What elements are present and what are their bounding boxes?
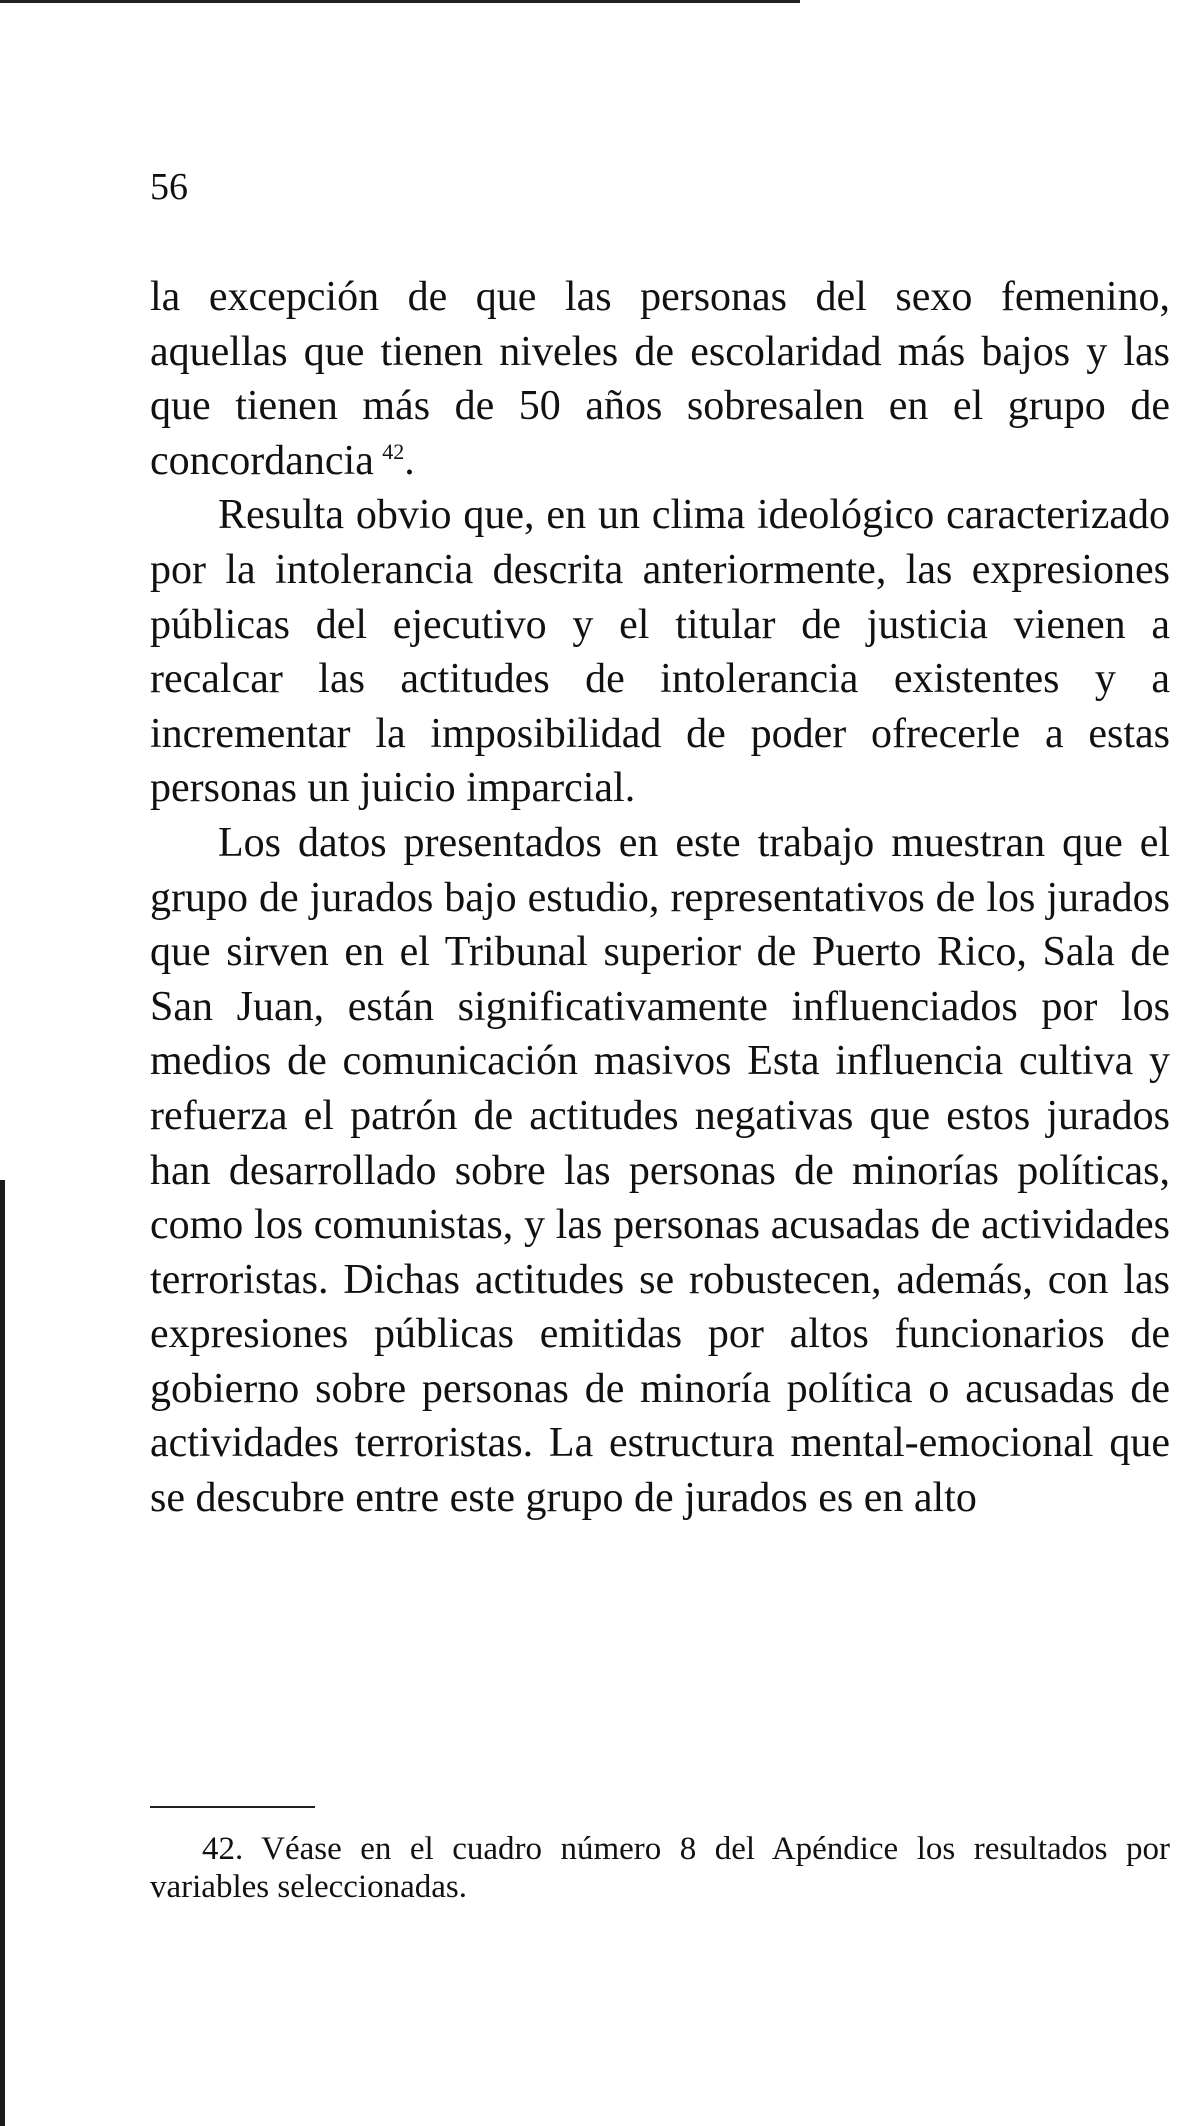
paragraph-1-text: la excepción de que las personas del sexo femenino, aquellas que tienen niveles de escolaridad más bajos y las que tienen más de 50 años sobresalen en el grupo de concordancia bbox=[150, 274, 1170, 484]
body-text bbox=[150, 270, 1170, 1526]
paragraph-2: Resulta obvio que, en un clima ideológico caracterizado por la intolerancia descrita anteriormente, las expresiones públicas del ejecutivo y el titular de justicia vienen a recalcar las actitudes de intolerancia existentes y a incrementar la imposibilidad de poder ofrecerle a estas personas un juicio imparcial. bbox=[150, 492, 1170, 812]
footnote-text: 42. Véase en el cuadro número 8 del Apéndice los resultados por variables seleccionadas. bbox=[150, 1831, 1170, 1905]
footnote bbox=[150, 1830, 1170, 1906]
footnote-reference: 42 bbox=[382, 438, 405, 464]
top-edge-rule bbox=[0, 0, 800, 3]
page-number: 56 bbox=[150, 166, 188, 208]
paragraph-1 bbox=[150, 270, 1170, 488]
footnote-separator bbox=[150, 1806, 315, 1808]
paragraph-1-end: . bbox=[404, 437, 415, 484]
left-page-edge bbox=[0, 1180, 5, 2126]
paragraph-3: Los datos presentados en este trabajo muestran que el grupo de jurados bajo estudio, representativos de los jurados que sirven en el Tribunal superior de Puerto Rico, Sala de San Juan, están significativamente influenciados por los medios de comunicación masivos Esta influencia cultiva y refuerza el patrón de actitudes negativas que estos jurados han desarrollado sobre las personas de minorías políticas, como los comunistas, y las personas acusadas de actividades terroristas. Dichas actitudes se robustecen, además, con las expresiones públicas emitidas por altos funcionarios de gobierno sobre personas de minoría política o acusadas de actividades terroristas. La estructura mental-emocional que se descubre entre este grupo de jurados es en alto bbox=[150, 819, 1170, 1522]
